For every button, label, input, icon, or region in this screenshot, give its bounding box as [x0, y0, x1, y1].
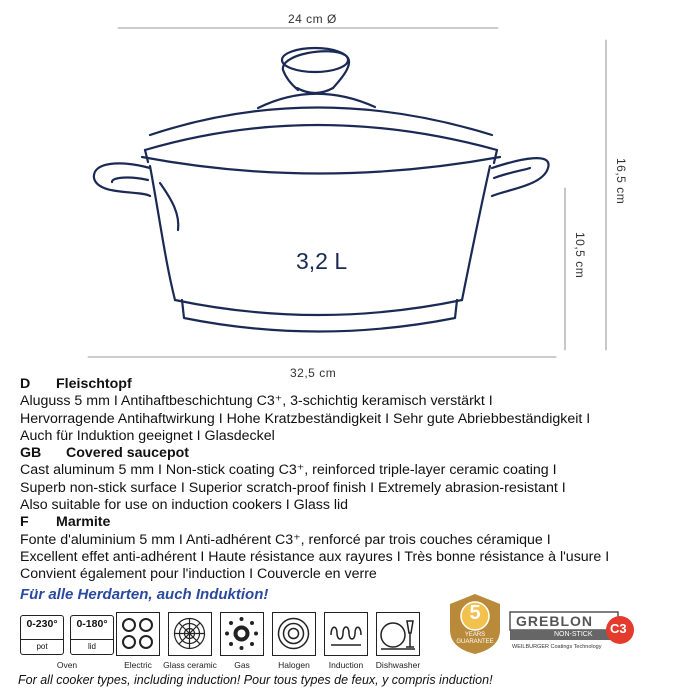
guarantee-badge [446, 592, 504, 656]
description-line: Superb non-stick surface I Superior scratch-proof finish I Extremely abrasion-resistant I [20, 479, 566, 496]
cooker-label: Gas [234, 660, 250, 670]
description-line: Cast aluminum 5 mm I Non-stick coating C3⁺, reinforced triple-layer ceramic coating I [20, 462, 557, 479]
product-description [20, 376, 685, 584]
oven-lid-temp [70, 615, 114, 655]
oven-label: Oven [56, 660, 78, 670]
cooker-label: Dishwasher [375, 660, 421, 670]
cooker-label: Induction [328, 660, 364, 670]
lid-temp-value: 0-180° [76, 618, 108, 630]
guarantee-text-2: GUARANTEE [456, 639, 494, 645]
capacity-label: 3,2 L [296, 248, 348, 274]
description-line: Auch für Induktion geeignet I Glasdeckel [20, 427, 275, 444]
description-line: Aluguss 5 mm I Antihaftbeschichtung C3⁺, 3-schichtig keramisch verstärkt I [20, 393, 493, 410]
pot-temp-value: 0-230° [26, 618, 58, 630]
section-title: Marmite [56, 514, 111, 531]
gas-burner-icon [220, 612, 264, 656]
total-height-dimension: 16,5 cm [614, 158, 628, 205]
induction-coil-icon [324, 612, 368, 656]
cooker-label: Halogen [278, 660, 310, 670]
body-height-dimension: 10,5 cm [573, 232, 587, 279]
greblon-brand: GREBLON [516, 613, 593, 629]
diameter-dimension: 24 cm Ø [288, 12, 337, 26]
greblon-grade: C3 [610, 621, 627, 636]
halogen-hob-icon [272, 612, 316, 656]
description-line: Fonte d'aluminium 5 mm I Anti-adhérent C3⁺, renforcé par trois couches céramique I [20, 531, 551, 548]
section-de-header [20, 376, 685, 393]
glass-ceramic-hob-icon [168, 612, 212, 656]
pot-temp-label: pot [21, 639, 63, 654]
cooker-label: Glass ceramic [163, 660, 217, 670]
description-line: Excellent effet anti-adhérent I Haute résistance aux rayures I Très bonne résistance à l'usure I [20, 548, 610, 565]
section-gb-header [20, 445, 685, 462]
description-line: Also suitable for use on induction cookers I Glass lid [20, 497, 349, 514]
section-title: Covered saucepot [66, 445, 189, 462]
lid-temp-label: lid [71, 639, 113, 654]
guarantee-text-1: YEARS [464, 632, 486, 638]
oven-pot-temp [20, 615, 64, 655]
greblon-footer: WEILBURGER Coatings Technology [512, 644, 602, 650]
width-dimension: 32,5 cm [290, 366, 337, 380]
section-title: Fleischtopf [56, 376, 132, 392]
description-line: Hervorragende Antihaftwirkung I Hohe Kratzbeständigkeit I Sehr gute Abriebbeständigkeit I [20, 410, 591, 427]
language-code: D [20, 376, 31, 392]
footer-text: For all cooker types, including induction! Pour tous types de feux, y compris induction! [18, 673, 493, 687]
language-code: GB [20, 445, 42, 462]
description-line: Convient également pour l'induction I Couvercle en verre [20, 566, 377, 583]
section-fr-header [20, 514, 685, 531]
cooker-label: Electric [124, 660, 152, 670]
language-code: F [20, 514, 29, 531]
greblon-sub: NON-STICK [554, 631, 593, 638]
dishwasher-icon [376, 612, 420, 656]
greblon-logo [508, 600, 636, 660]
guarantee-years: 5 [469, 602, 481, 624]
electric-hob-icon [116, 612, 160, 656]
cooker-types-heading: Für alle Herdarten, auch Induktion! [20, 586, 269, 603]
